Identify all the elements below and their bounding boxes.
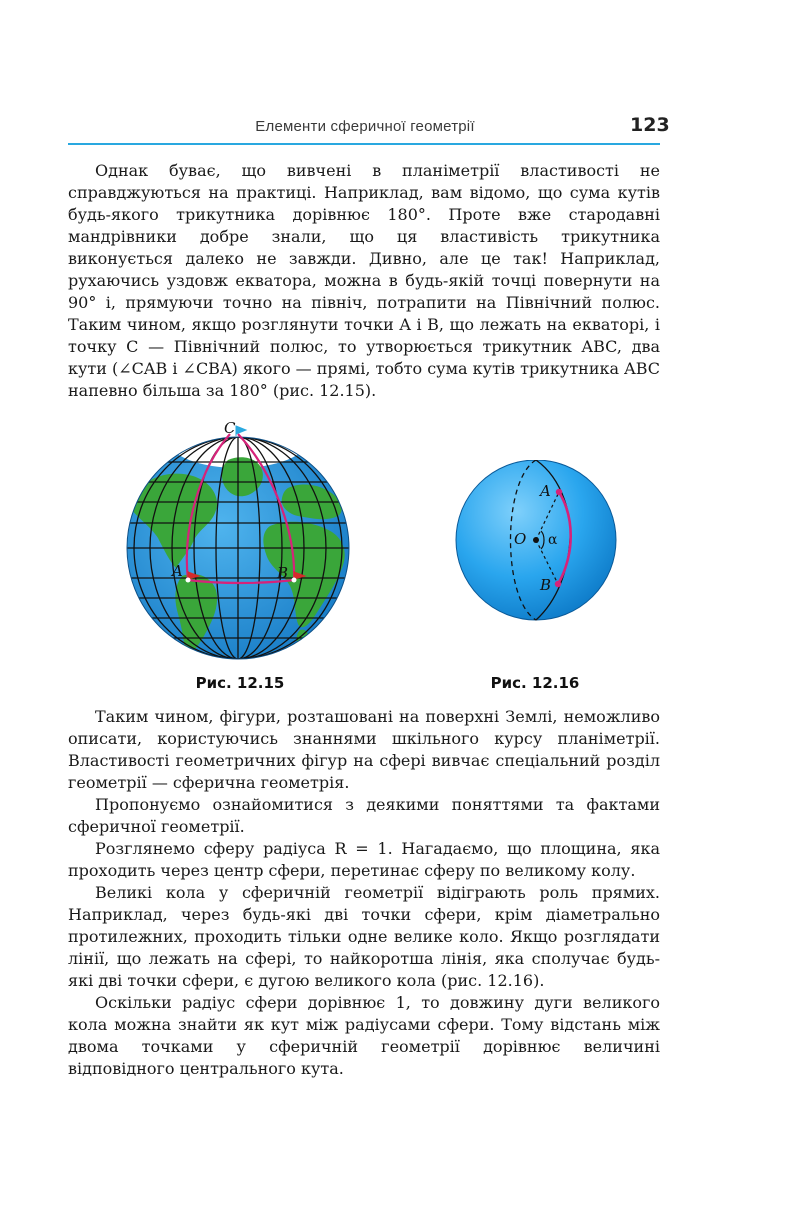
- point-o: [533, 537, 539, 543]
- label-sphere-b: B: [540, 576, 552, 594]
- label-alpha: α: [548, 532, 558, 548]
- label-sphere-a: A: [540, 482, 551, 500]
- paragraph-4: Розглянемо сферу радіуса R = 1. Нагадаємо, що площина, яка проходить через центр сфери, перетинає сферу по великому колу.: [68, 839, 660, 880]
- paragraph-6: Оскільки радіус сфери дорівнює 1, то довжину дуги великого кола можна знайти як кут між радіусами сфери. Тому відстань між двома точками у сферичній геометрії дорівнює величині відповідного центрального кута.: [68, 993, 660, 1078]
- body-text: [68, 706, 660, 1080]
- header-rule: [68, 143, 660, 145]
- paragraph-1: Однак буває, що вивчені в планіметрії властивості не справджуються на практиці. Наприклад, вам відомо, що сума кутів будь-якого трикутника дорівнює 180°. Проте вже стародавні мандрівники добре знали, що ця властивість трикутника виконується далеко не завжди. Дивно, але це так! Наприклад, рухаючись уздовж екватора, можна в будь-якій точці повернути на 90° і, прямуючи точно на північ, потрапити на Північний полюс. Таким чином, якщо розглянути точки A і B, що лежать на екваторі, і точку C — Північний полюс, то утворюється трикутник ABC, два кути (∠CAB і ∠CBA) якого — прямі, тобто сума кутів трикутника ABC напевно більша за 180° (рис. 12.15).: [68, 161, 660, 400]
- paragraph-5: Великі кола у сферичній геометрії відіграють роль прямих. Наприклад, через будь-які дві точки сфери, крім діаметрально протилежних, проходить тільки одне велике коло. Якщо розглядати лінії, що лежать на сфері, то найкоротша лінія, яка сполучає будь-які дві точки сфери, є дугою великого кола (рис. 12.16).: [68, 883, 660, 990]
- caption-fig-12-16: Рис. 12.16: [490, 674, 580, 692]
- point-a: [556, 489, 562, 495]
- intro-paragraph: [68, 160, 660, 402]
- sphere-figure: [452, 460, 622, 630]
- label-sphere-o: O: [514, 530, 527, 548]
- label-c: C: [224, 419, 236, 437]
- caption-fig-12-15: Рис. 12.15: [195, 674, 285, 692]
- paragraph-2: Таким чином, фігури, розташовані на поверхні Землі, неможливо описати, користуючись знаннями шкільного курсу планіметрії. Властивості геометричних фігур на сфері вивчає спеціальний розділ геометрії — сферична геометрія.: [68, 707, 660, 792]
- paragraph-3: Пропонуємо ознайомитися з деякими поняттями та фактами сферичної геометрії.: [68, 795, 660, 836]
- header-title: Елементи сферичної геометрії: [255, 118, 475, 135]
- label-a: A: [172, 562, 183, 580]
- page-number: 123: [630, 114, 670, 136]
- globe-figure: [120, 418, 360, 663]
- label-b: B: [277, 564, 289, 582]
- point-b: [555, 581, 561, 587]
- continent-south-tip: [297, 630, 309, 650]
